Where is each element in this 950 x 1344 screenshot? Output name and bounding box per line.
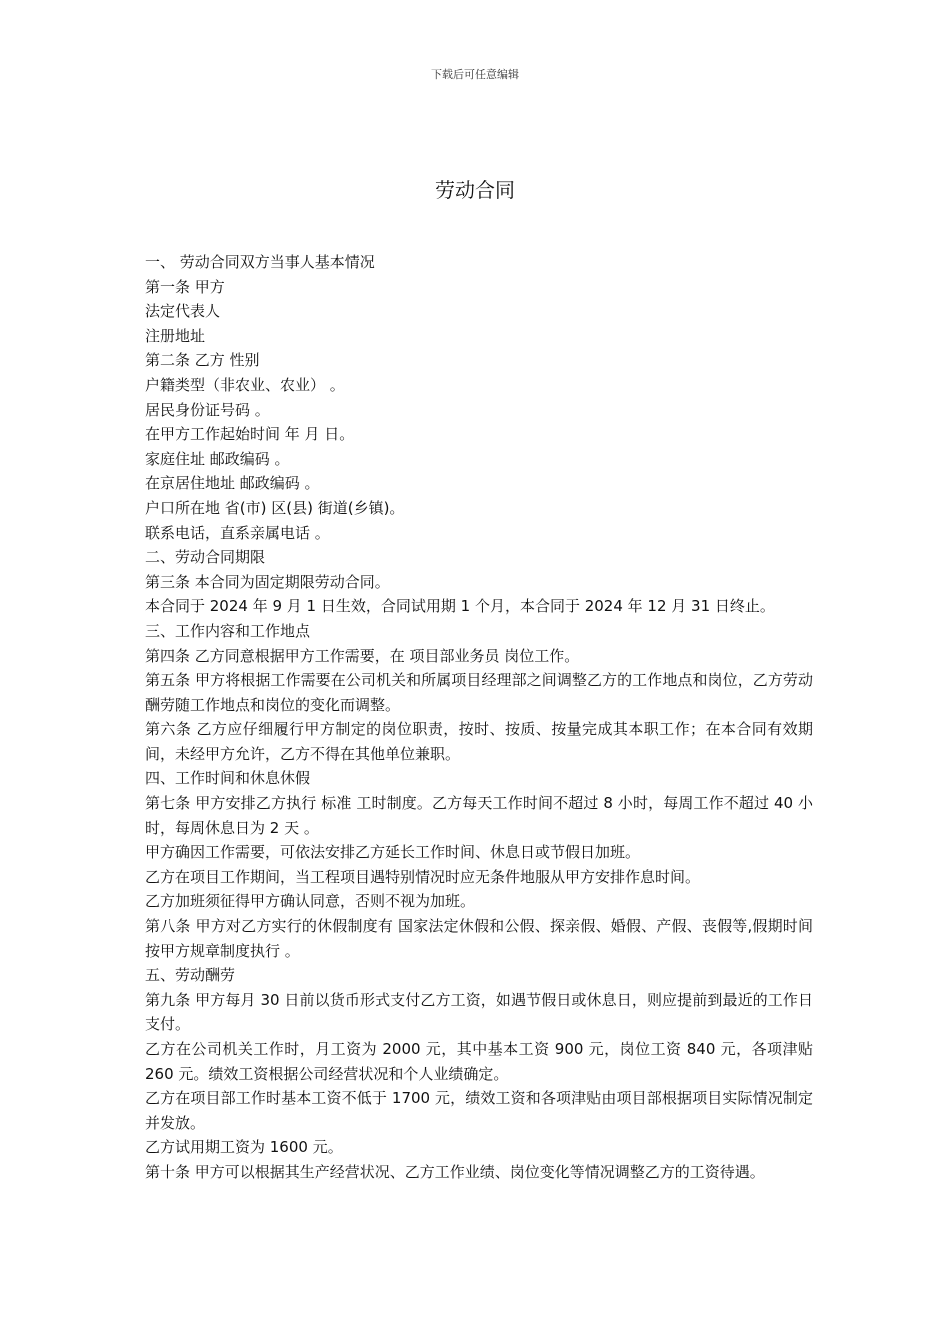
- clause-line: 户口所在地 省(市) 区(县) 街道(乡镇)。: [145, 498, 405, 517]
- section-heading: 二、劳动合同期限: [145, 548, 266, 567]
- clause-line: 户籍类型（非农业、农业） 。: [145, 375, 345, 394]
- clause-line: 在京居住地址 邮政编码 。: [145, 474, 320, 493]
- clause-paragraph: 第十条 甲方可以根据其生产经营状况、乙方工作业绩、岗位变化等情况调整乙方的工资待遇。: [145, 1162, 765, 1181]
- clause-paragraph: 第五条 甲方将根据工作需要在公司机关和所属项目经理部之间调整乙方的工作地点和岗位，乙方劳动酬劳随工作地点和岗位的变化而调整。: [145, 671, 813, 714]
- clause-paragraph: 第八条 甲方对乙方实行的休假制度有 国家法定休假和公假、探亲假、婚假、产假、丧假等,假期时间按甲方规章制度执行 。: [145, 917, 813, 960]
- clause-line: 法定代表人: [145, 302, 221, 321]
- clause-paragraph: 乙方在项目工作期间，当工程项目遇特别情况时应无条件地服从甲方安排作息时间。: [145, 867, 701, 886]
- header-note: 下载后可任意编辑: [431, 68, 519, 81]
- document-body: [145, 250, 813, 1185]
- clause-paragraph: 乙方加班须征得甲方确认同意，否则不视为加班。: [145, 892, 476, 911]
- clause-line: 第四条 乙方同意根据甲方工作需要，在 项目部业务员 岗位工作。: [145, 646, 580, 665]
- section-heading: 一、 劳动合同双方当事人基本情况: [145, 253, 375, 271]
- section-heading: 三、工作内容和工作地点: [145, 621, 311, 640]
- clause-line: 居民身份证号码 。: [145, 400, 270, 419]
- document-title: 劳动合同: [435, 178, 515, 202]
- clause-paragraph: 乙方在项目部工作时基本工资不低于 1700 元，绩效工资和各项津贴由项目部根据项目实际情况制定并发放。: [145, 1089, 813, 1132]
- clause-paragraph: 乙方试用期工资为 1600 元。: [145, 1138, 343, 1157]
- clause-line: 本合同于 2024 年 9 月 1 日生效，合同试用期 1 个月，本合同于 2024 年 12 月 31 日终止。: [145, 597, 775, 616]
- clause-paragraph: 第六条 乙方应仔细履行甲方制定的岗位职责，按时、按质、按量完成其本职工作；在本合同有效期间，未经甲方允许，乙方不得在其他单位兼职。: [145, 720, 813, 763]
- clause-line: 第一条 甲方: [145, 277, 225, 296]
- clause-paragraph: 甲方确因工作需要，可依法安排乙方延长工作时间、休息日或节假日加班。: [145, 843, 641, 862]
- clause-paragraph: 第九条 甲方每月 30 日前以货币形式支付乙方工资，如遇节假日或休息日，则应提前到最近的工作日支付。: [145, 990, 813, 1034]
- clause-line: 第三条 本合同为固定期限劳动合同。: [145, 572, 390, 591]
- section-heading: 五、劳动酬劳: [145, 966, 236, 985]
- clause-line: 第二条 乙方 性别: [145, 351, 260, 370]
- clause-line: 注册地址: [145, 326, 206, 345]
- clause-paragraph: 第七条 甲方安排乙方执行 标准 工时制度。乙方每天工作时间不超过 8 小时，每周工作不超过 40 小时，每周休息日为 2 天 。: [145, 794, 813, 837]
- clause-line: 家庭住址 邮政编码 。: [145, 449, 290, 468]
- section-heading: 四、工作时间和休息休假: [145, 769, 311, 788]
- clause-line: 在甲方工作起始时间 年 月 日。: [145, 425, 355, 444]
- clause-line: 联系电话，直系亲属电话 。: [145, 523, 330, 542]
- clause-paragraph: 乙方在公司机关工作时，月工资为 2000 元，其中基本工资 900 元，岗位工资 840 元，各项津贴 260 元。绩效工资根据公司经营状况和个人业绩确定。: [145, 1040, 813, 1083]
